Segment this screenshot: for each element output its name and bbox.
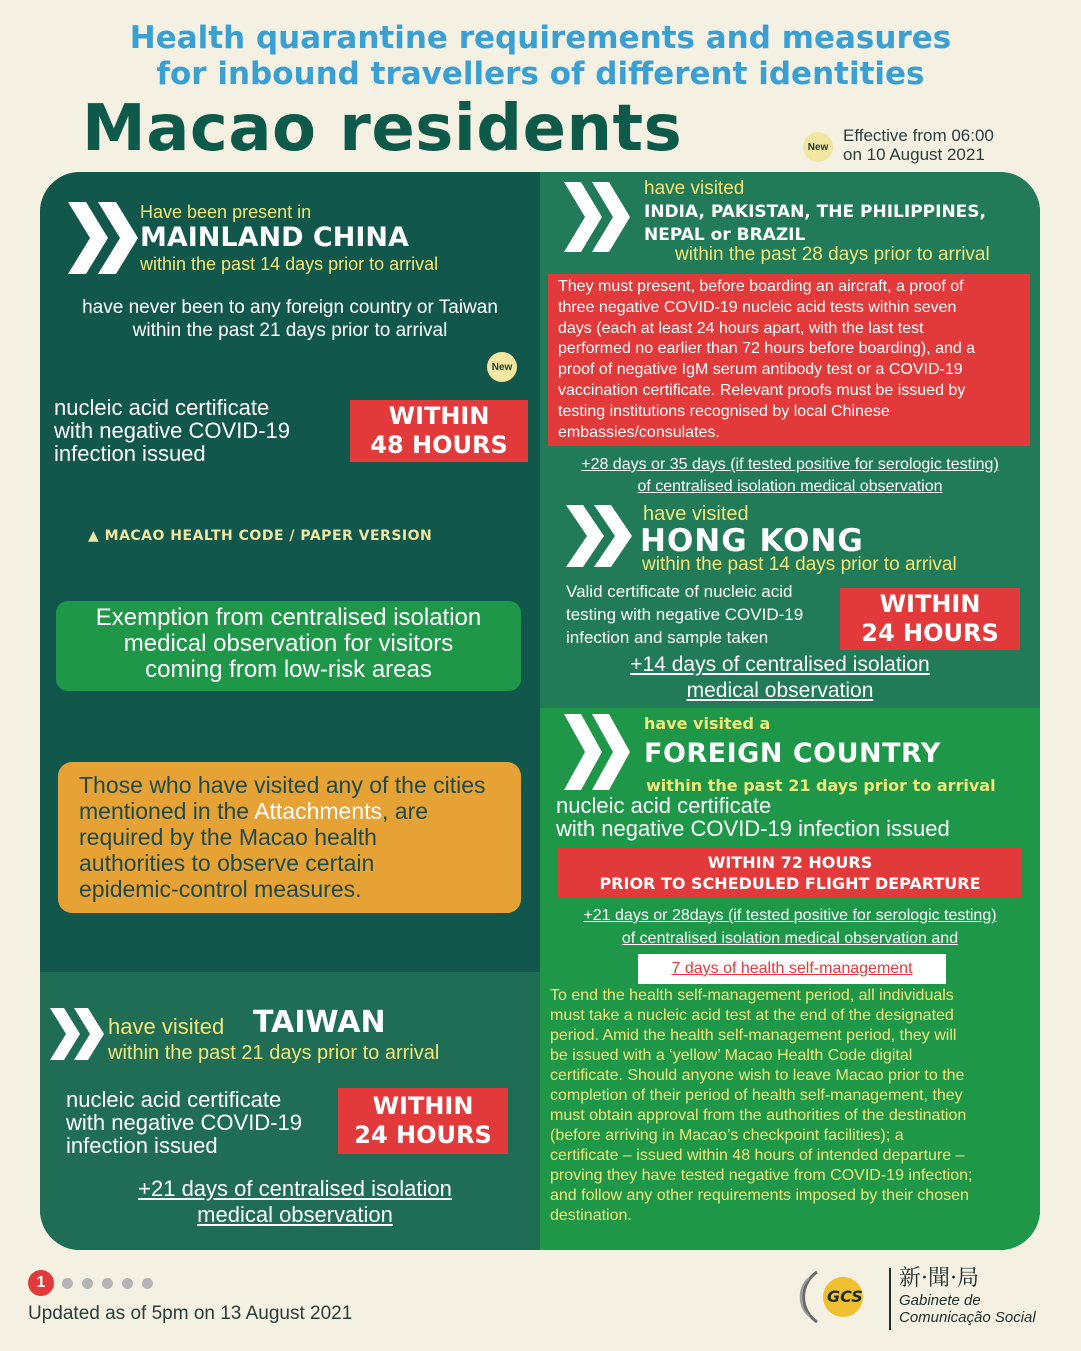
foreign-obs-line1: +21 days or 28days (if tested positive for serologic testing) [583, 907, 997, 924]
attach-line3: required by the Macao health [79, 824, 377, 850]
hk-observation [600, 652, 960, 704]
taiwan-within: within the past 21 days prior to arrival [108, 1042, 440, 1064]
taiwan-within-box [338, 1088, 508, 1154]
logo-line1: Gabinete de [899, 1292, 981, 1309]
hk-cert-line1: Valid certificate of nucleic acid [566, 582, 793, 601]
attach-pre: mentioned in the [79, 798, 255, 824]
logo-cjk: 新·聞·局 [899, 1266, 979, 1291]
page-dot[interactable] [122, 1278, 133, 1289]
foreign-obs-line2: of centralised isolation medical observation and [621, 930, 959, 947]
india-requirement-line: performed no earlier than 72 hours before boarding), and a [558, 340, 976, 358]
page-dot[interactable] [102, 1278, 113, 1289]
foreign-within-box [558, 848, 1022, 898]
foreign-note-line: and follow any other requirements imposed by their chosen [550, 1187, 969, 1204]
foreign-observation [540, 904, 1040, 950]
new-badge: New [803, 132, 833, 162]
india-obs-line2: of centralised isolation medical observation [637, 478, 943, 495]
foreign-red-line1: WITHIN 72 HOURS [707, 853, 873, 872]
attach-line5: epidemic-control measures. [79, 876, 362, 902]
attach-line2 [79, 798, 521, 824]
foreign-note-line: certificate. Should anyone wish to leave Macao prior to the [550, 1067, 965, 1084]
taiwan-pre: have visited [108, 1014, 225, 1039]
page-dot[interactable] [82, 1278, 93, 1289]
attachments-link[interactable]: Attachments [254, 798, 383, 824]
mainland-place: MAINLAND CHINA [140, 222, 409, 253]
exemption-box [56, 601, 521, 691]
india-observation [540, 454, 1040, 498]
chevron-icon [68, 202, 138, 274]
chevron-icon [50, 1008, 106, 1060]
hk-cert [566, 580, 803, 649]
mainland-cond-line2: within the past 21 days prior to arrival [132, 320, 448, 341]
page-dots [62, 1278, 153, 1289]
foreign-note-line: destination. [550, 1207, 632, 1224]
mainland-within-line1: WITHIN [388, 402, 490, 430]
india-requirement-line: embassies/consulates. [558, 423, 720, 441]
hk-obs-line2: medical observation [686, 679, 874, 702]
mainland-cert [54, 396, 290, 465]
exempt-line2: medical observation for visitors [123, 630, 454, 657]
logo-line2: Comunicação Social [899, 1309, 1036, 1326]
foreign-note-line: period. Amid the health self-management period, they will [550, 1027, 957, 1044]
attach-post: , are [382, 798, 429, 824]
foreign-note-line: (before arriving in Macao’s checkpoint facilities); a [550, 1127, 904, 1144]
india-places [644, 201, 986, 247]
foreign-note-line: be issued with a ‘yellow’ Macao Health Code digital [550, 1047, 913, 1064]
taiwan-panel [40, 972, 540, 1250]
foreign-place: FOREIGN COUNTRY [644, 738, 941, 769]
india-requirement-line: proof of negative IgM serum antibody test or a COVID-19 [558, 361, 963, 379]
headline-line2: for inbound travellers of different identities [156, 56, 925, 92]
mainland-within-line2: 48 HOURS [370, 431, 508, 459]
taiwan-observation [80, 1176, 510, 1228]
india-requirement-line: three negative COVID-19 nucleic acid tests within seven [558, 298, 957, 316]
hk-pre: have visited [643, 503, 749, 525]
foreign-cert [556, 794, 950, 840]
foreign-note-line: To end the health self-management period, all individuals [550, 987, 954, 1004]
taiwan-within-line2: 24 HOURS [354, 1121, 492, 1149]
foreign-note-line: certificate – issued within 48 hours of intended departure – [550, 1147, 965, 1164]
hk-cert-line2: testing with negative COVID-19 [566, 605, 804, 624]
mainland-pre: Have been present in [140, 202, 312, 222]
india-place-line1: INDIA, PAKISTAN, THE PHILIPPINES, [644, 202, 986, 222]
taiwan-place: TAIWAN [253, 1005, 386, 1040]
attach-line4: authorities to observe certain [79, 850, 375, 876]
chevron-icon [564, 714, 630, 790]
foreign-within: within the past 21 days prior to arrival [646, 776, 996, 795]
chevron-icon [564, 182, 630, 252]
self-management-box: 7 days of health self-management [638, 954, 946, 984]
effective-line1: Effective from 06:00 [843, 126, 994, 145]
exempt-line3: coming from low-risk areas [145, 656, 432, 683]
hk-obs-line1: +14 days of centralised isolation [630, 653, 930, 676]
foreign-note-line: must obtain approval from the authorities of the destination [550, 1107, 967, 1124]
gcs-logo [795, 1262, 890, 1332]
hk-place: HONG KONG [640, 523, 864, 559]
india-requirement-line: vaccination certificate. Relevant proofs must be issued by [558, 381, 966, 399]
hk-within-box [840, 588, 1020, 650]
india-place-line2: NEPAL or BRAZIL [644, 225, 806, 245]
mainland-cond-line1: have never been to any foreign country or Taiwan [82, 297, 498, 318]
india-hk-panel [540, 172, 1040, 708]
effective-date [843, 126, 994, 164]
taiwan-cert-line1: nucleic acid certificate [66, 1087, 282, 1112]
foreign-red-line2: PRIOR TO SCHEDULED FLIGHT DEPARTURE [599, 874, 981, 893]
foreign-note-line: proving they have tested negative from COVID-19 infection; [550, 1167, 973, 1184]
india-requirement-box [548, 274, 1030, 446]
taiwan-cert-line2: with negative COVID-19 [66, 1110, 302, 1135]
mainland-within: within the past 14 days prior to arrival [140, 254, 439, 274]
attachments-box [58, 762, 521, 913]
mainland-new-badge: New [487, 352, 517, 382]
foreign-cert-line2: with negative COVID-19 infection issued [556, 816, 950, 841]
mainland-cert-line2: with negative COVID-19 [54, 418, 290, 443]
foreign-pre: have visited a [644, 714, 771, 733]
logo-text [899, 1266, 1036, 1326]
effective-line2: on 10 August 2021 [843, 145, 985, 164]
india-requirement-line: days (each at least 24 hours apart, with the last test [558, 319, 924, 337]
taiwan-cert [66, 1088, 302, 1157]
taiwan-obs-line2: medical observation [197, 1202, 393, 1227]
mainland-condition [60, 296, 520, 342]
exempt-line1: Exemption from centralised isolation [95, 604, 482, 631]
taiwan-within-line1: WITHIN [372, 1092, 474, 1120]
headline-line1: Health quarantine requirements and measures [129, 20, 952, 56]
logo-divider [889, 1268, 891, 1330]
foreign-cert-line1: nucleic acid certificate [556, 793, 772, 818]
india-requirement-line: They must present, before boarding an aircraft, a proof of [558, 278, 964, 295]
india-pre: have visited [644, 178, 745, 199]
gcs-mark: GCS [827, 1287, 863, 1306]
hk-cert-line3: infection and sample taken [566, 628, 769, 647]
attach-line1: Those who have visited any of the cities [79, 772, 486, 798]
chevron-icon [566, 505, 632, 567]
mainland-cert-line1: nucleic acid certificate [54, 395, 270, 420]
foreign-note-line: must take a nucleic acid test at the end of the designated [550, 1007, 954, 1024]
page-dot[interactable] [142, 1278, 153, 1289]
mainland-panel [40, 172, 540, 972]
india-within: within the past 28 days prior to arrival [675, 244, 990, 265]
mainland-cert-line3: infection issued [54, 441, 206, 466]
taiwan-obs-line1: +21 days of centralised isolation [138, 1176, 452, 1201]
foreign-panel [540, 708, 1040, 1250]
foreign-note-line: completion of their period of health self-management, they [550, 1087, 963, 1104]
india-requirement-line: testing institutions recognised by local Chinese [558, 402, 890, 420]
page-title: Macao residents [82, 92, 683, 166]
hk-within-line1: WITHIN [879, 590, 981, 618]
india-obs-line1: +28 days or 35 days (if tested positive for serologic testing) [581, 456, 999, 473]
hk-within-line2: 24 HOURS [861, 619, 999, 647]
main-card [40, 172, 1040, 1250]
page-dot[interactable] [62, 1278, 73, 1289]
hk-within: within the past 14 days prior to arrival [642, 554, 957, 575]
mainland-within-box [350, 400, 528, 462]
taiwan-cert-line3: infection issued [66, 1133, 218, 1158]
headline [0, 20, 1081, 92]
page-indicator-current[interactable]: 1 [28, 1270, 54, 1296]
updated-date: Updated as of 5pm on 13 August 2021 [28, 1303, 353, 1324]
foreign-note [550, 986, 1036, 1226]
health-code-link[interactable]: ▲ MACAO HEALTH CODE / PAPER VERSION [88, 528, 433, 544]
